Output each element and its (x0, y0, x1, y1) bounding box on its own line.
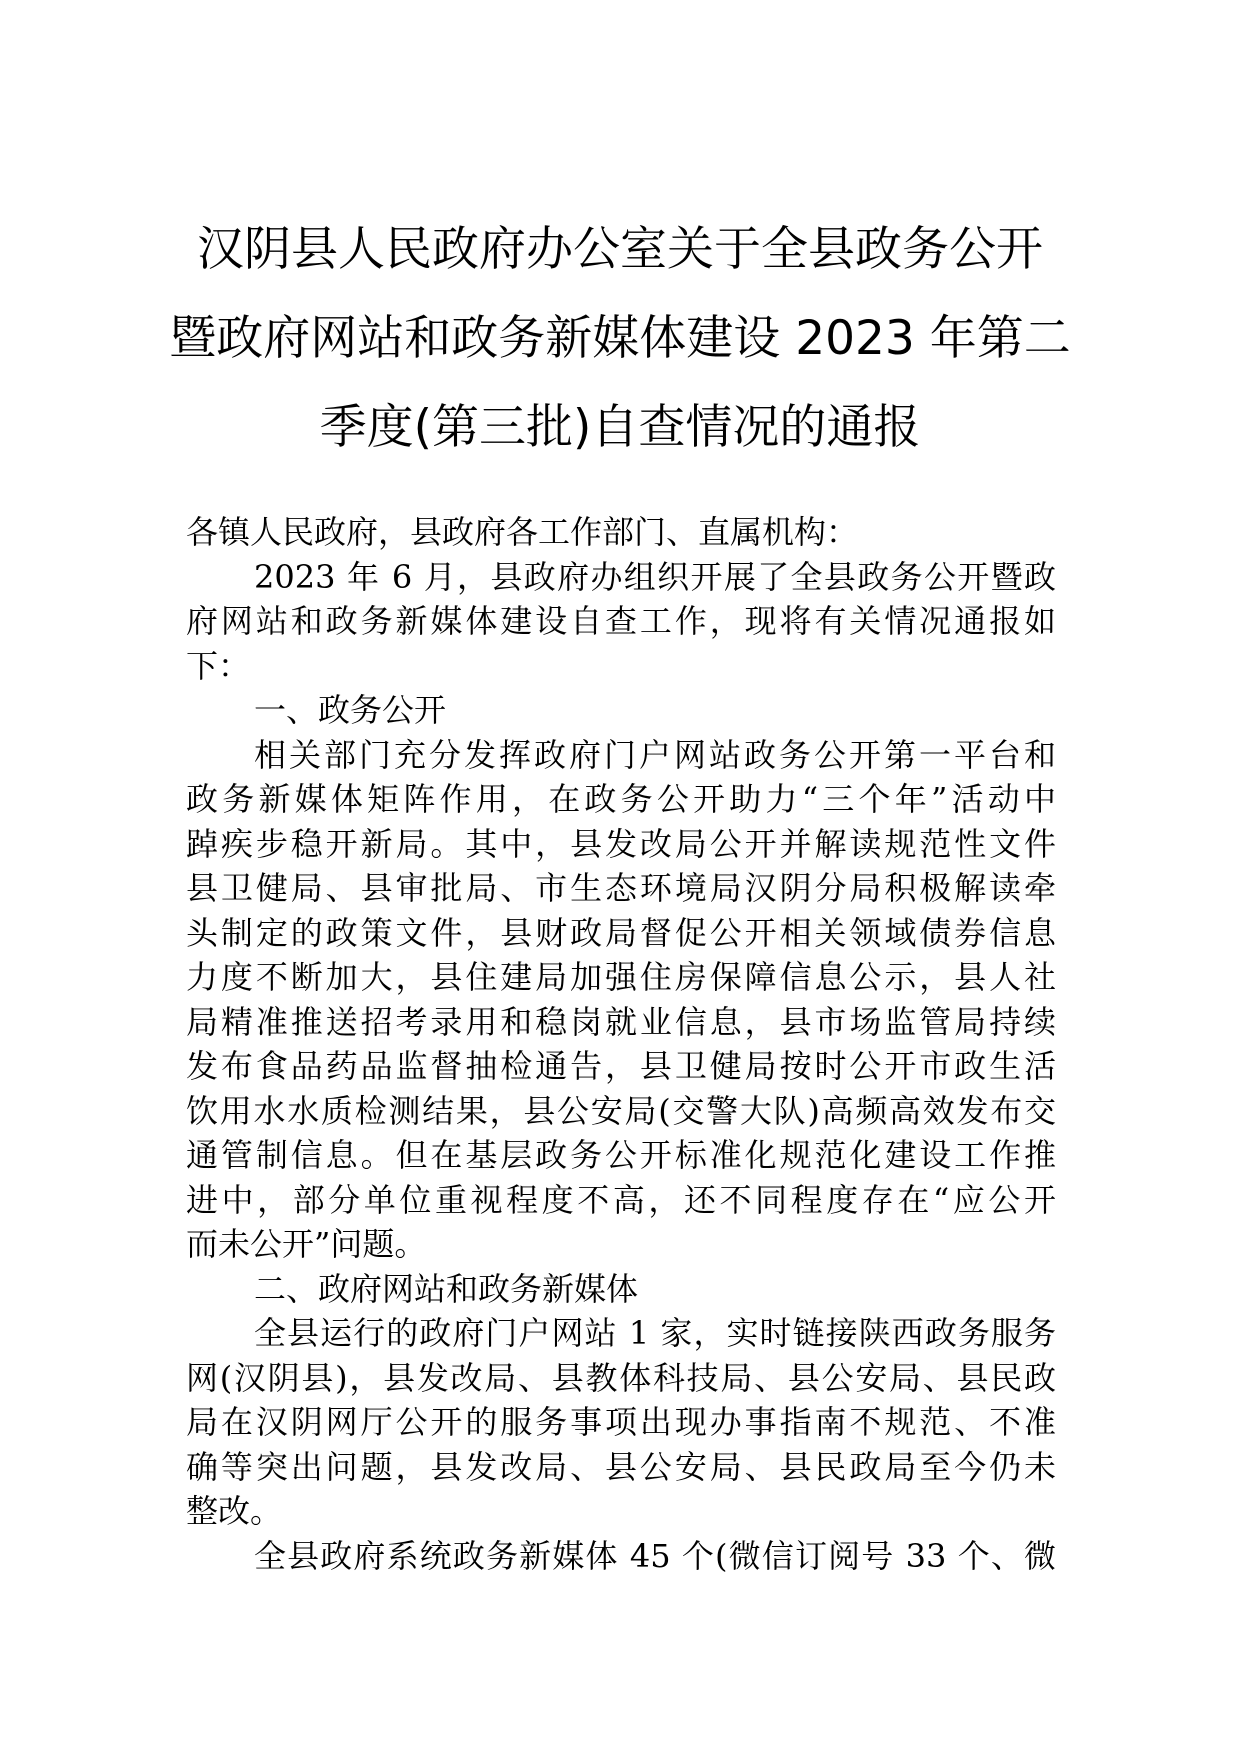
salutation-line: 各镇人民政府，县政府各工作部门、直属机构： (186, 513, 859, 551)
section2-heading: 二、政府网站和政务新媒体 (254, 1269, 639, 1308)
paragraph-line: 确等突出问题，县发改局、县公安局、县民政局至今仍未 (186, 1447, 1056, 1486)
paragraph-line: 局在汉阴网厅公开的服务事项出现办事指南不规范、不准 (186, 1403, 1056, 1441)
paragraph-line: 饮用水水质检测结果，县公安局(交警大队)高频高效发布交 (186, 1091, 1056, 1130)
salutation (186, 510, 1056, 555)
paragraph-line: 相关部门充分发挥政府门户网站政务公开第一平台和 (254, 735, 1056, 774)
title-line: 暨政府网站和政务新媒体建设 2023 年第二 (169, 311, 1071, 366)
paragraph-line: 全县运行的政府门户网站 1 家，实时链接陕西政务服务 (254, 1314, 1056, 1352)
paragraph-line: 下： (186, 646, 251, 685)
paragraph-line: 通管制信息。但在基层政务公开标准化规范化建设工作推 (186, 1136, 1056, 1174)
intro-paragraph (186, 555, 1056, 689)
title-line: 季度(第三批)自查情况的通报 (319, 400, 921, 455)
paragraph-line: 县卫健局、县审批局、市生态环境局汉阴分局积极解读牵 (186, 869, 1056, 907)
paragraph-line: 府网站和政务新媒体建设自查工作，现将有关情况通报如 (186, 602, 1056, 640)
document-title (150, 205, 1090, 472)
section-heading (186, 688, 1056, 733)
paragraph-line: 局精准推送招考录用和稳岗就业信息，县市场监管局持续 (186, 1002, 1056, 1041)
paragraph-line: 2023 年 6 月，县政府办组织开展了全县政务公开暨政 (254, 557, 1056, 596)
paragraph-line: 发布食品药品监督抽检通告，县卫健局按时公开市政生活 (186, 1047, 1056, 1085)
paragraph-line: 政务新媒体矩阵作用，在政务公开助力“三个年”活动中 (186, 780, 1056, 818)
section-heading (186, 1267, 1056, 1312)
paragraph-line: 进中，部分单位重视程度不高，还不同程度存在“应公开 (186, 1180, 1056, 1219)
paragraph-line: 整改。 (186, 1492, 283, 1530)
paragraph-line: 而未公开”问题。 (186, 1225, 427, 1263)
section1-heading: 一、政务公开 (254, 691, 447, 729)
section1-paragraph (186, 733, 1056, 1267)
paragraph-line: 踔疾步稳开新局。其中，县发改局公开并解读规范性文件 (186, 824, 1056, 863)
section2-paragraph (186, 1311, 1056, 1534)
paragraph-line: 全县政府系统政务新媒体 45 个(微信订阅号 33 个、微 (254, 1536, 1056, 1575)
document-body (186, 510, 1056, 1578)
title-line: 汉阴县人民政府办公室关于全县政务公开 (197, 222, 1043, 277)
paragraph-line: 头制定的政策文件，县财政局督促公开相关领域债券信息 (186, 913, 1056, 952)
paragraph-line: 网(汉阴县)，县发改局、县教体科技局、县公安局、县民政 (186, 1358, 1056, 1397)
paragraph-line: 力度不断加大，县住建局加强住房保障信息公示，县人社 (186, 958, 1056, 996)
section2-paragraph (186, 1534, 1056, 1579)
